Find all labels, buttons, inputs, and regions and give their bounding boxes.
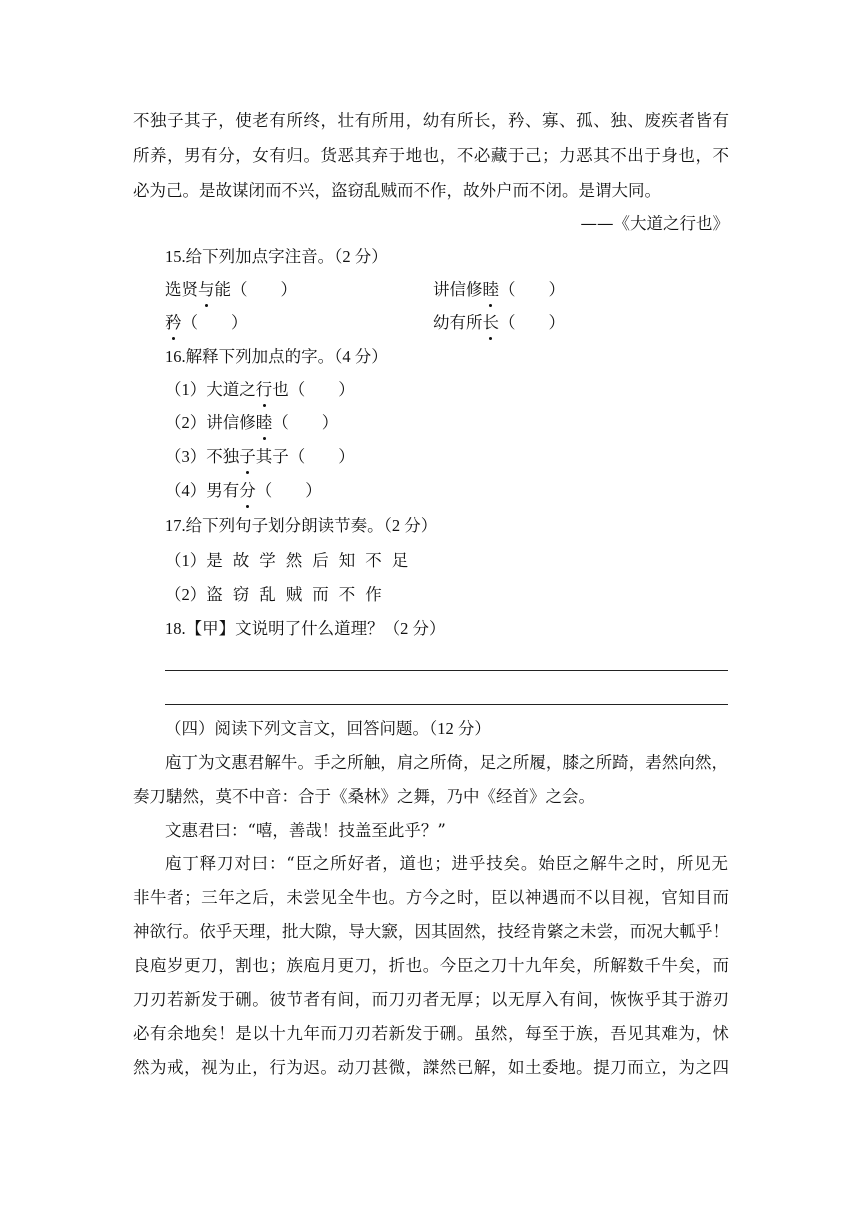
q15-c-dotted-char: 矜 [165, 313, 182, 332]
q18-title: 18.【甲】文说明了什么道理？（2 分） [165, 619, 446, 638]
s4-p3-line-7: 然为戒，视为止，行为迟。动刀甚微，謋然已解，如土委地。提刀而立，为之四 [133, 1058, 729, 1077]
s4-p3-line-4: 良庖岁更刀，割也；族庖月更刀，折也。今臣之刀十九年矣，所解数千牛矣，而 [133, 956, 729, 975]
s4-p3-line-3: 神欲行。依乎天理，批大隙，导大窾，因其固然，技经肯綮之未尝，而况大軱乎！ [133, 922, 729, 941]
answer-line-2[interactable] [165, 704, 728, 705]
q16-item-4 [165, 480, 761, 502]
q17-item-2 [165, 584, 761, 606]
q17-2-number: （2） [165, 585, 207, 604]
q15-d-blank: （ ） [499, 313, 565, 332]
passage-a-line-2: 所养，男有分，女有归。货恶其弃于地也，不必藏于己；力恶其不出于身也，不 [133, 146, 729, 165]
passage-a-line-3: 必为己。是故谋闭而不兴，盗窃乱贼而不作，故外户而不闭。是谓大同。 [133, 181, 661, 200]
q15-item-a [165, 279, 425, 301]
q16-item-2 [165, 412, 761, 434]
q16-1-dotted-char: 行 [255, 380, 273, 399]
s4-p3-line-2: 非牛者；三年之后，未尝见全牛也。方今之时，臣以神遇而不以目视，官知目而 [133, 888, 729, 907]
q16-1-pre: （1）大道之 [165, 380, 256, 399]
q15-item-c [165, 312, 425, 334]
q15-b-dotted-char: 睦 [482, 280, 499, 299]
q17-1-number: （1） [165, 551, 207, 570]
q16-4-blank: （ ） [255, 481, 322, 500]
q16-2-blank: （ ） [272, 413, 339, 432]
q15-a-pre: 选贤 [165, 280, 198, 299]
q15-item-d [433, 312, 693, 334]
q15-title: 15.给下列加点字注音。（2 分） [165, 247, 388, 266]
s4-p3-line-6: 必有余地矣！是以十九年而刀刃若新发于硎。虽然，每至于族，吾见其难为，怵 [133, 1024, 729, 1043]
q16-title: 16.解释下列加点的字。（4 分） [165, 347, 388, 366]
s4-p3-line-1: 庖丁释刀对曰：“臣之所好者，道也；进乎技矣。始臣之解牛之时，所见无 [165, 854, 728, 873]
q15-item-b [433, 279, 693, 301]
q16-3-dotted-char: 子 [239, 447, 256, 466]
answer-line-1[interactable] [165, 670, 728, 671]
s4-p2: 文惠君曰：“嘻，善哉！技盖至此乎？” [165, 821, 446, 840]
q16-1-blank: 也（ ） [272, 380, 355, 399]
q16-4-dotted-char: 分 [239, 481, 256, 500]
passage-a-line-1: 不独子其子，使老有所终，壮有所用，幼有所长，矜、寡、孤、独、废疾者皆有 [133, 111, 729, 130]
s4-p3-line-5: 刀刃若新发于硎。彼节者有间，而刀刃者无厚；以无厚入有间，恢恢乎其于游刃 [133, 990, 729, 1009]
q15-c-blank: （ ） [181, 313, 248, 332]
passage-a-source: ——《大道之行也》 [580, 214, 729, 233]
q15-a-dotted-char: 与 [198, 280, 215, 299]
s4-p1-line-2: 奏刀騞然，莫不中音：合于《桑林》之舞，乃中《经首》之会。 [133, 787, 595, 806]
q17-2-sentence: 盗窃乱贼而不作 [206, 585, 392, 604]
q15-b-pre: 讲信修 [433, 280, 483, 299]
q16-3-pre: （3）不独 [165, 447, 240, 466]
q16-2-pre: （2）讲信修 [165, 413, 256, 432]
section4-title: （四）阅读下列文言文，回答问题。（12 分） [165, 719, 491, 738]
q15-a-blank: 能（ ） [214, 280, 297, 299]
q16-3-blank: 其子（ ） [255, 447, 355, 466]
q15-b-blank: （ ） [499, 280, 565, 299]
q16-item-1 [165, 379, 761, 401]
q15-d-dotted-char: 长 [482, 313, 499, 332]
q16-item-3 [165, 446, 761, 468]
q17-1-sentence: 是故学然后知不足 [206, 551, 419, 570]
q16-2-dotted-char: 睦 [255, 413, 273, 432]
q16-4-pre: （4）男有 [165, 481, 240, 500]
q17-item-1 [165, 550, 761, 572]
q15-d-pre: 幼有所 [433, 313, 483, 332]
s4-p1-line-1: 庖丁为文惠君解牛。手之所触，肩之所倚，足之所履，膝之所踦，砉然向然， [165, 753, 728, 772]
q17-title: 17.给下列句子划分朗读节奏。（2 分） [165, 516, 438, 535]
